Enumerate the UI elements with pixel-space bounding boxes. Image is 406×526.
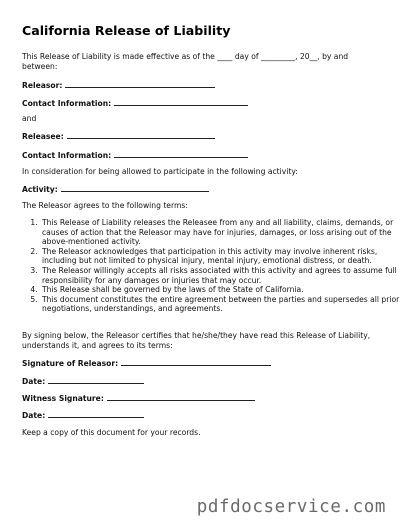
terms-list: [22, 218, 400, 314]
intro-paragraph: This Release of Liability is made effective as of the ____ day of _________, 20__, by and between:: [22, 52, 349, 71]
certify-paragraph: By signing below, the Releasor certifies that he/she/they have read this Release of Liability, understands it, and agrees to its terms:: [22, 331, 371, 350]
date-label-2: Date:: [22, 411, 46, 420]
witness-signature-field: [22, 393, 255, 404]
witness-signature-line: [107, 393, 255, 401]
releasor-signature-line-bottom: [121, 358, 271, 366]
date-label-1: Date:: [22, 377, 46, 386]
agrees-text: The Releasor agrees to the following terms:: [22, 201, 188, 210]
releasee-label: Releasee:: [22, 132, 64, 141]
consideration-text: In consideration for being allowed to participate in the following activity:: [22, 167, 298, 176]
term-item: 1. This Release of Liability releases the Releasee from any and all liability, claims, demands, or causes of action that the Releasor may have for injuries, damages, or loss arising out of the above-mentioned activity.: [40, 218, 400, 247]
activity-label: Activity:: [22, 185, 58, 194]
releasor-signature-field: [22, 358, 271, 369]
releasee-field: [22, 131, 215, 142]
contact-label-1: Contact Information:: [22, 99, 112, 108]
contact-info-field-1: [22, 98, 248, 109]
releasor-field: [22, 80, 215, 91]
releasor-signature-line: [65, 80, 215, 88]
releasor-label: Releasor:: [22, 81, 63, 90]
activity-line: [61, 184, 209, 192]
activity-field: [22, 184, 209, 195]
document-title: California Release of Liability: [22, 23, 231, 38]
site-watermark: pdfdocservice.com: [196, 497, 386, 517]
term-item: 4. This Release shall be governed by the laws of the State of California.: [40, 285, 400, 295]
releasee-signature-line: [67, 131, 215, 139]
term-item: 3. The Releasor willingly accepts all risks associated with this activity and agrees to assume full responsibility for any damages or injuries that may occur.: [40, 266, 400, 285]
contact-info-line-1: [114, 98, 248, 106]
date-line-1: [48, 376, 144, 384]
term-item: 5. This document constitutes the entire agreement between the parties and supersedes all prior negotiations, understandings, and agreements.: [40, 295, 400, 314]
witness-label: Witness Signature:: [22, 394, 104, 403]
keep-copy-text: Keep a copy of this document for your records.: [22, 428, 201, 437]
date-field-2: [22, 410, 144, 421]
contact-info-field-2: [22, 150, 248, 161]
contact-label-2: Contact Information:: [22, 151, 112, 160]
signature-releasor-label: Signature of Releasor:: [22, 359, 119, 368]
term-item: 2. The Releasor acknowledges that participation in this activity may involve inherent risks, including but not limited to physical injury, mental injury, emotional distress, or death.: [40, 247, 400, 266]
date-line-2: [48, 410, 144, 418]
date-field-1: [22, 376, 144, 387]
contact-info-line-2: [114, 150, 248, 158]
and-text: and: [22, 114, 37, 123]
